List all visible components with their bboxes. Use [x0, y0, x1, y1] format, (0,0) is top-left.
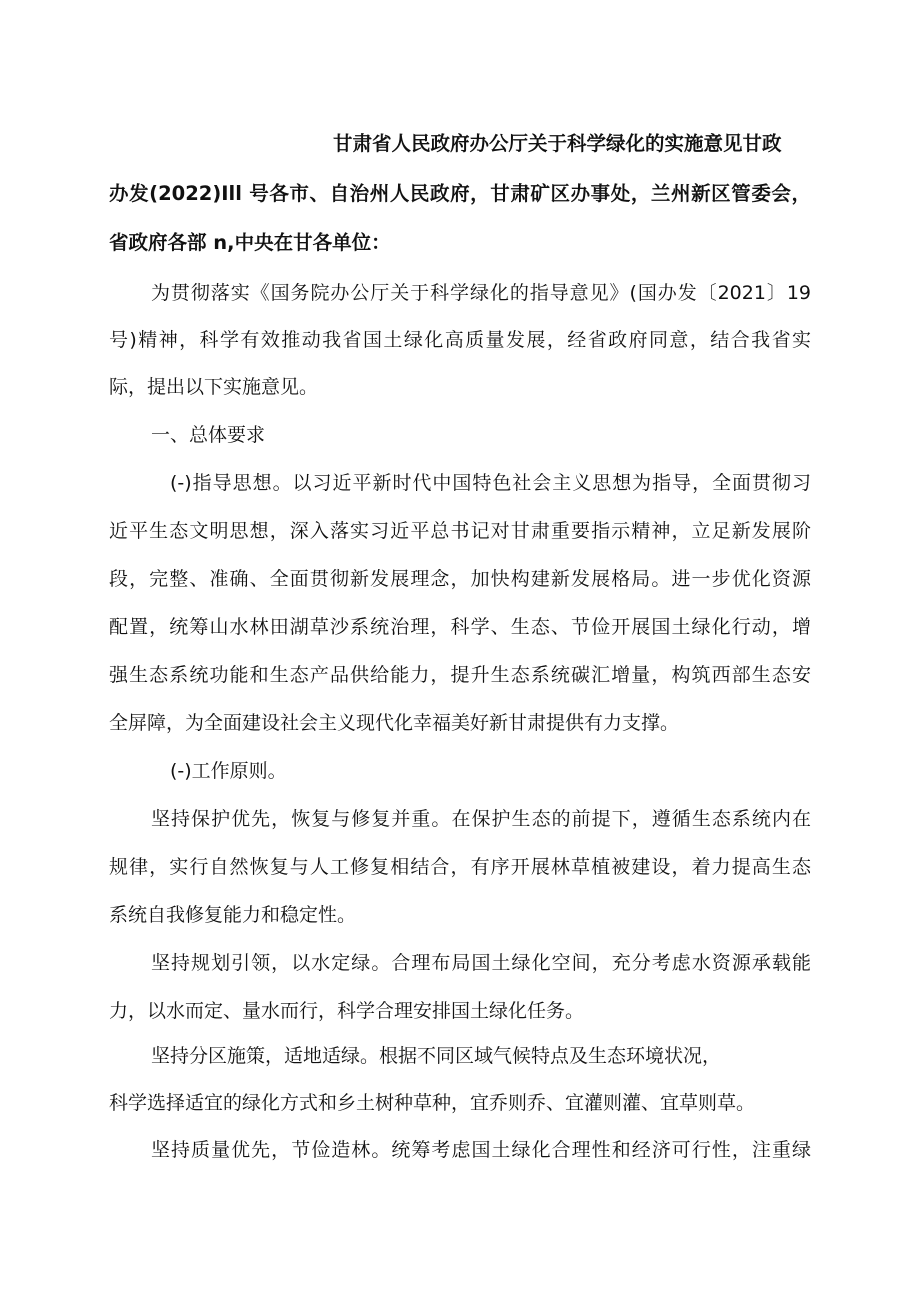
principle-protection-line: 系统自我修复能力和稳定性。	[109, 904, 357, 926]
guiding-thought-line: 强生态系统功能和生态产品供给能力，提升生态系统碳汇增量，构筑西部生态安	[109, 664, 811, 686]
principle-quality-line: 坚持质量优先，节俭造林。统筹考虑国土绿化合理性和经济可行性，注重绿	[151, 1139, 811, 1161]
guiding-thought-line: 全屏障，为全面建设社会主义现代化幸福美好新甘肃提供有力支撑。	[109, 712, 680, 734]
intro-paragraph-line: 号)精神，科学有效推动我省国土绿化高质量发展，经省政府同意，结合我省实	[109, 329, 811, 351]
document-number-and-recipients: 办发(2022)Ill 号各市、自治州人民政府，甘肃矿区办事处，兰州新区管委会，	[109, 182, 811, 205]
guiding-thought-line: (-)指导思想。以习近平新时代中国特色社会主义思想为指导，全面贯彻习	[170, 472, 811, 494]
work-principles-heading: (-)工作原则。	[170, 760, 287, 782]
principle-protection-line: 规律，实行自然恢复与人工修复相结合，有序开展林草植被建设，着力提高生态	[109, 856, 811, 878]
document-recipients-continued: 省政府各部 n,中央在甘各单位：	[109, 231, 391, 254]
principle-planning-line: 坚持规划引领，以水定绿。合理布局国土绿化空间，充分考虑水资源承载能	[151, 952, 811, 974]
guiding-thought-line: 段，完整、准确、全面贯彻新发展理念，加快构建新发展格局。进一步优化资源	[109, 568, 811, 590]
document-title: 甘肃省人民政府办公厅关于科学绿化的实施意见甘政	[333, 132, 782, 155]
guiding-thought-line: 配置，统筹山水林田湖草沙系统治理，科学、生态、节俭开展国土绿化行动，增	[109, 616, 811, 638]
principle-zoning-line: 坚持分区施策，适地适绿。根据不同区域气候特点及生态环境状况，	[151, 1045, 722, 1067]
principle-protection-line: 坚持保护优先，恢复与修复并重。在保护生态的前提下，遵循生态系统内在	[151, 808, 811, 830]
section-heading-general-requirements: 一、总体要求	[151, 424, 266, 446]
guiding-thought-line: 近平生态文明思想，深入落实习近平总书记对甘肃重要指示精神，立足新发展阶	[109, 520, 811, 542]
intro-paragraph-line: 为贯彻落实《国务院办公厅关于科学绿化的指导意见》(国办发〔2021〕19	[151, 282, 811, 304]
principle-planning-line: 力，以水而定、量水而行，科学合理安排国土绿化任务。	[109, 1000, 585, 1022]
intro-paragraph-line: 际，提出以下实施意见。	[109, 376, 319, 398]
principle-zoning-line: 科学选择适宜的绿化方式和乡土树种草种，宜乔则乔、宜灌则灌、宜草则草。	[109, 1092, 756, 1114]
